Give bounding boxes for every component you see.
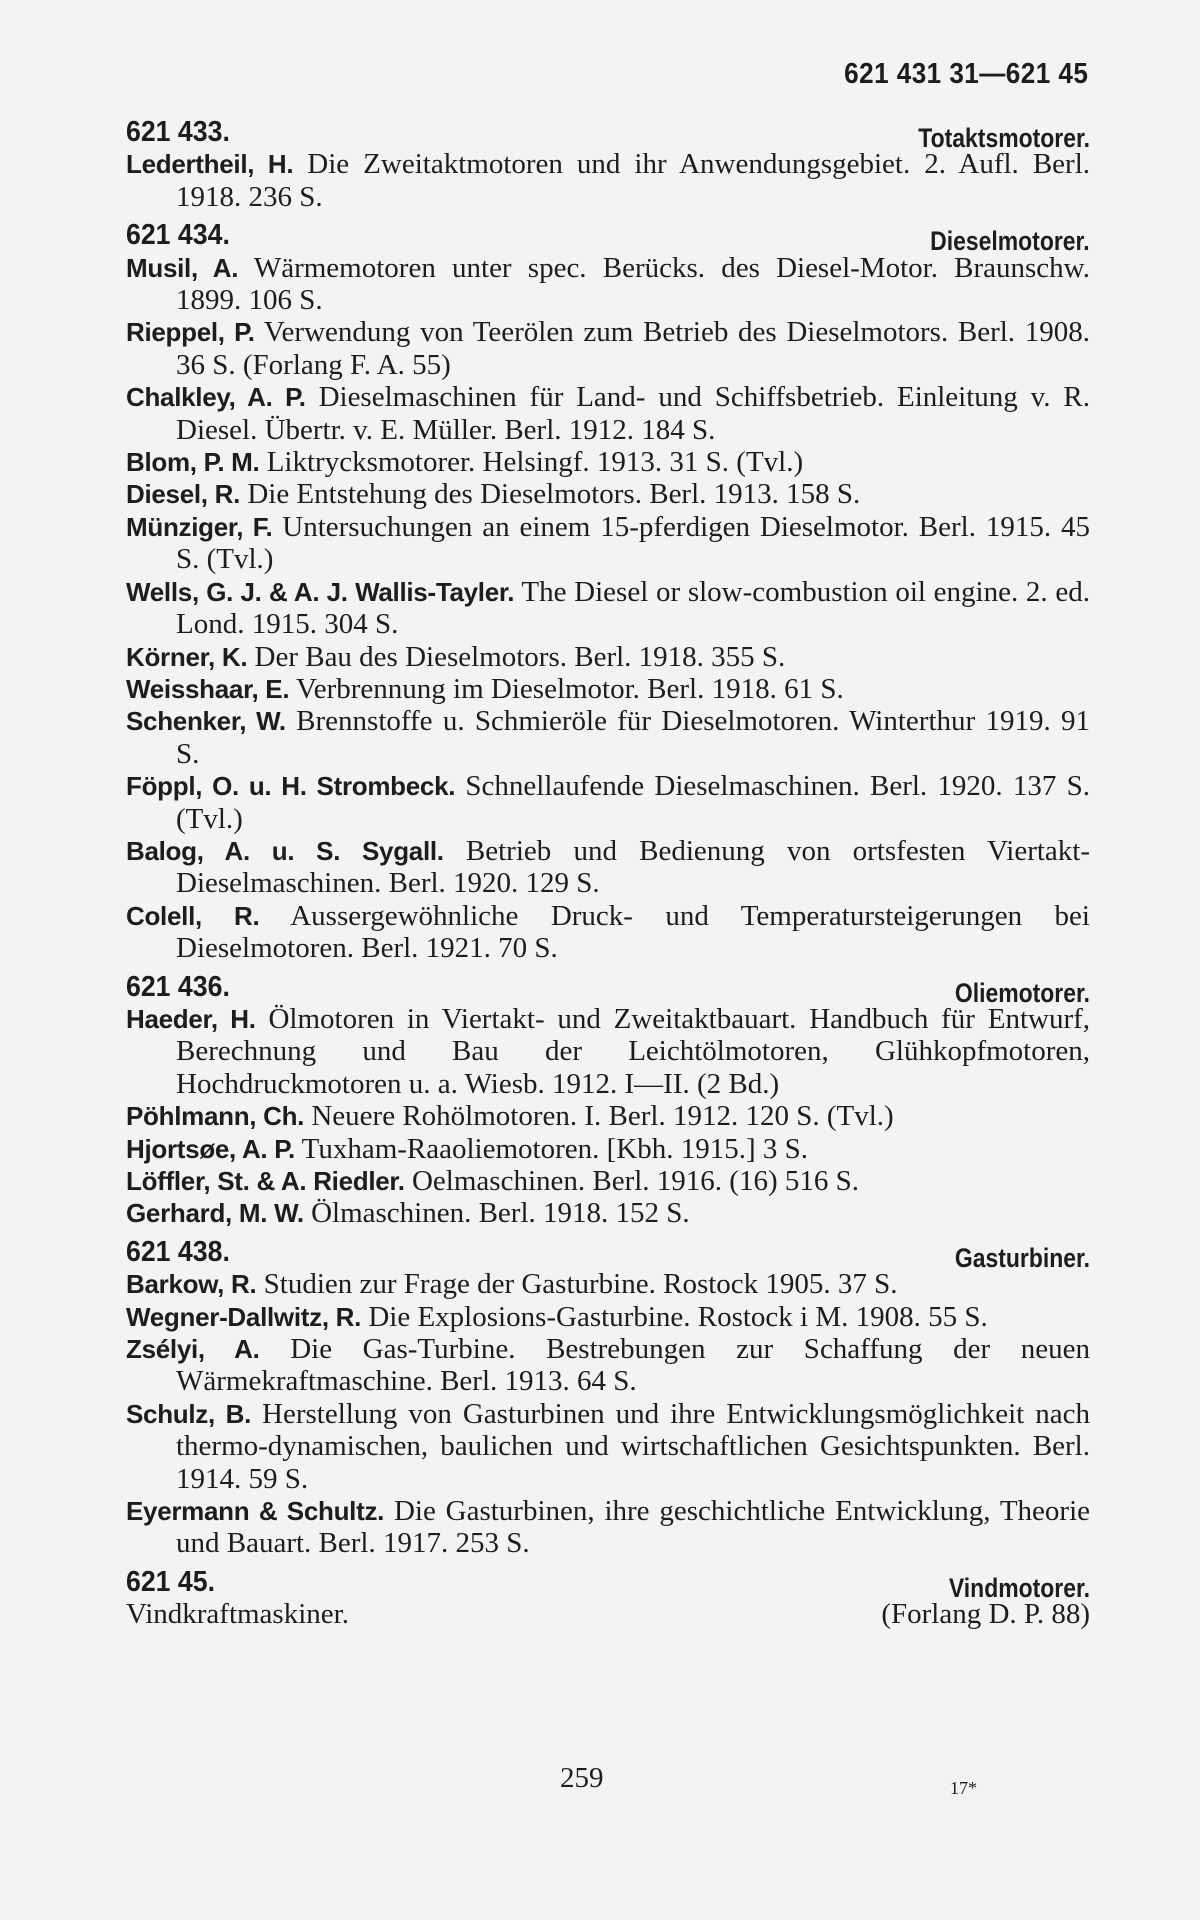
entry-text: Studien zur Frage der Gasturbine. Rostock 1905. 37 S. xyxy=(263,1268,898,1301)
section-title: Dieselmotorer. xyxy=(930,226,1090,257)
entry-author: Körner, K. xyxy=(126,641,248,672)
entry-text: Die Explosions-Gasturbine. Rostock i M. 1908. 55 S. xyxy=(368,1300,988,1333)
bibliography-entry xyxy=(126,1003,1090,1100)
entry-author: Haeder, H. xyxy=(126,1003,256,1034)
entry-text: Die Gas-Turbine. Bestrebungen zur Schaffung der neuen Wärmekraftmaschine. Berl. 1913. 64 S. xyxy=(176,1333,1090,1398)
entry-text: Verbrennung im Dieselmotor. Berl. 1918. 61 S. xyxy=(296,672,844,705)
bibliography-entry xyxy=(126,1133,1090,1165)
section-number: 621 438. xyxy=(126,1235,230,1268)
bibliography-entry xyxy=(126,900,1090,965)
bibliography-entry xyxy=(126,1398,1090,1495)
bibliography-entry xyxy=(126,770,1090,835)
signature-mark: 17* xyxy=(950,1778,977,1798)
bibliography-entry xyxy=(126,1165,1090,1197)
entry-author: Rieppel, P. xyxy=(126,317,255,348)
entry-text: Wärmemotoren unter spec. Berücks. des Diesel-Motor. Braunschw. 1899. 106 S. xyxy=(176,251,1090,317)
note-row xyxy=(126,1598,1090,1630)
entry-text: Betrieb und Bedienung von ortsfesten Viertakt-Dieselmaschinen. Berl. 1920. 129 S. xyxy=(176,834,1090,900)
note-reference: (Forlang D. P. 88) xyxy=(881,1598,1090,1631)
entry-author: Zsélyi, A. xyxy=(126,1334,260,1365)
bibliography-entry xyxy=(126,705,1090,770)
entry-author: Löffler, St. & A. Riedler. xyxy=(126,1166,405,1196)
bibliography-entry xyxy=(126,511,1090,576)
entry-text: Schnellaufende Dieselmaschinen. Berl. 1920. 137 S. (Tvl.) xyxy=(176,770,1090,835)
section-heading xyxy=(126,1565,1090,1603)
section-title: Totaktsmotorer. xyxy=(918,123,1090,153)
entry-author: Föppl, O. u. H. Strombeck. xyxy=(126,771,456,802)
entry-text: Brennstoffe u. Schmieröle für Dieselmotoren. Winterthur 1919. 91 S. xyxy=(176,705,1090,770)
section-heading xyxy=(126,970,1090,1008)
bibliography-entry xyxy=(126,835,1090,900)
entry-author: Diesel, R. xyxy=(126,479,241,510)
entry-author: Eyermann & Schultz. xyxy=(126,1496,385,1527)
entry-author: Musil, A. xyxy=(126,252,239,283)
running-head: 621 431 31—621 45 xyxy=(843,58,1088,90)
section-number: 621 45. xyxy=(126,1565,216,1598)
entry-author: Hjortsøe, A. P. xyxy=(126,1133,295,1164)
entry-author: Pöhlmann, Ch. xyxy=(126,1101,305,1132)
bibliography-entry xyxy=(126,1301,1090,1333)
page-number: 259 xyxy=(560,1762,604,1794)
entry-text: The Diesel or slow-combustion oil engine. 2. ed. Lond. 1915. 304 S. xyxy=(176,575,1090,641)
section-title: Oliemotorer. xyxy=(954,977,1090,1008)
entry-author: Schulz, B. xyxy=(126,1398,252,1429)
entry-author: Ledertheil, H. xyxy=(126,149,294,180)
bibliography-entry xyxy=(126,478,1090,510)
bibliography-entry xyxy=(126,1495,1090,1560)
entry-text: Oelmaschinen. Berl. 1916. (16) 516 S. xyxy=(411,1165,859,1197)
entry-author: Chalkley, A. P. xyxy=(126,382,306,413)
bibliography-entry xyxy=(126,252,1090,317)
entry-text: Aussergewöhnliche Druck- und Temperatursteigerungen bei Dieselmotoren. Berl. 1921. 70 S. xyxy=(176,899,1090,965)
bibliography-entry xyxy=(126,1197,1090,1229)
entry-author: Wells, G. J. & A. J. Wallis-Tayler. xyxy=(126,576,515,607)
section-heading xyxy=(126,116,1090,153)
bibliography-column xyxy=(126,110,1090,1631)
entry-text: Untersuchungen an einem 15-pferdigen Dieselmotor. Berl. 1915. 45 S. (Tvl.) xyxy=(176,510,1090,576)
entry-text: Herstellung von Gasturbinen und ihre Entwicklungsmöglichkeit nach thermo-dynamischen, baulichen und wirtschaftlichen Gesichtspunkten. Berl. 1914. 59 S. xyxy=(176,1397,1091,1495)
entry-text: Liktrycksmotorer. Helsingf. 1913. 31 S. (Tvl.) xyxy=(266,446,804,479)
entry-text: Die Zweitaktmotoren und ihr Anwendungsgebiet. 2. Aufl. Berl. 1918. 236 S. xyxy=(176,148,1091,213)
entry-text: Neuere Rohölmotoren. I. Berl. 1912. 120 S. (Tvl.) xyxy=(311,1100,894,1133)
bibliography-entry xyxy=(126,576,1090,641)
entry-author: Barkow, R. xyxy=(126,1269,257,1300)
entry-author: Gerhard, M. W. xyxy=(126,1198,304,1229)
entry-text: Der Bau des Dieselmotors. Berl. 1918. 355 S. xyxy=(254,640,786,673)
entry-text: Tuxham-Raaoliemotoren. [Kbh. 1915.] 3 S. xyxy=(301,1132,809,1165)
section-heading xyxy=(126,1235,1090,1273)
bibliography-entry xyxy=(126,1333,1090,1398)
section-number: 621 433. xyxy=(126,116,230,148)
entry-author: Balog, A. u. S. Sygall. xyxy=(126,835,444,866)
bibliography-entry xyxy=(126,1100,1090,1132)
section-number: 621 436. xyxy=(126,970,230,1003)
note-text: Vindkraftmaskiner. xyxy=(126,1598,349,1631)
entry-text: Ölmotoren in Viertakt- und Zweitaktbauart. Handbuch für Entwurf, Berechnung und Bau der Leichtölmotoren, Glühkopfmotoren, Hochdruckmotoren u. a. Wiesb. 1912. I—II. (2 Bd.) xyxy=(176,1002,1091,1100)
entry-text: Dieselmaschinen für Land- und Schiffsbetrieb. Einleitung v. R. Diesel. Übertr. v. E. Müller. Berl. 1912. 184 S. xyxy=(176,381,1090,446)
bibliography-entry xyxy=(126,641,1090,673)
entry-author: Schenker, W. xyxy=(126,706,286,737)
section-number: 621 434. xyxy=(126,219,230,252)
entry-author: Blom, P. M. xyxy=(126,447,260,478)
bibliography-entry xyxy=(126,1268,1090,1300)
section-heading xyxy=(126,219,1090,257)
bibliography-entry xyxy=(126,381,1090,446)
entry-author: Wegner-Dallwitz, R. xyxy=(126,1301,362,1332)
bibliography-entry xyxy=(126,316,1090,381)
entry-text: Ölmaschinen. Berl. 1918. 152 S. xyxy=(311,1197,690,1230)
entry-author: Colell, R. xyxy=(126,900,260,931)
entry-author: Weisshaar, E. xyxy=(126,673,290,704)
bibliography-entry xyxy=(126,673,1090,705)
bibliography-entry xyxy=(126,446,1090,478)
entry-text: Die Gasturbinen, ihre geschichtliche Entwicklung, Theorie und Bauart. Berl. 1917. 253 S. xyxy=(176,1495,1091,1560)
section-title: Gasturbiner. xyxy=(954,1242,1090,1273)
entry-text: Die Entstehung des Dieselmotors. Berl. 1913. 158 S. xyxy=(247,478,861,511)
section-title: Vindmotorer. xyxy=(948,1572,1090,1603)
entry-text: Verwendung von Teerölen zum Betrieb des Dieselmotors. Berl. 1908. 36 S. (Forlang F. A. 55) xyxy=(176,316,1090,381)
entry-author: Münziger, F. xyxy=(126,511,273,542)
bibliography-entry xyxy=(126,148,1090,213)
